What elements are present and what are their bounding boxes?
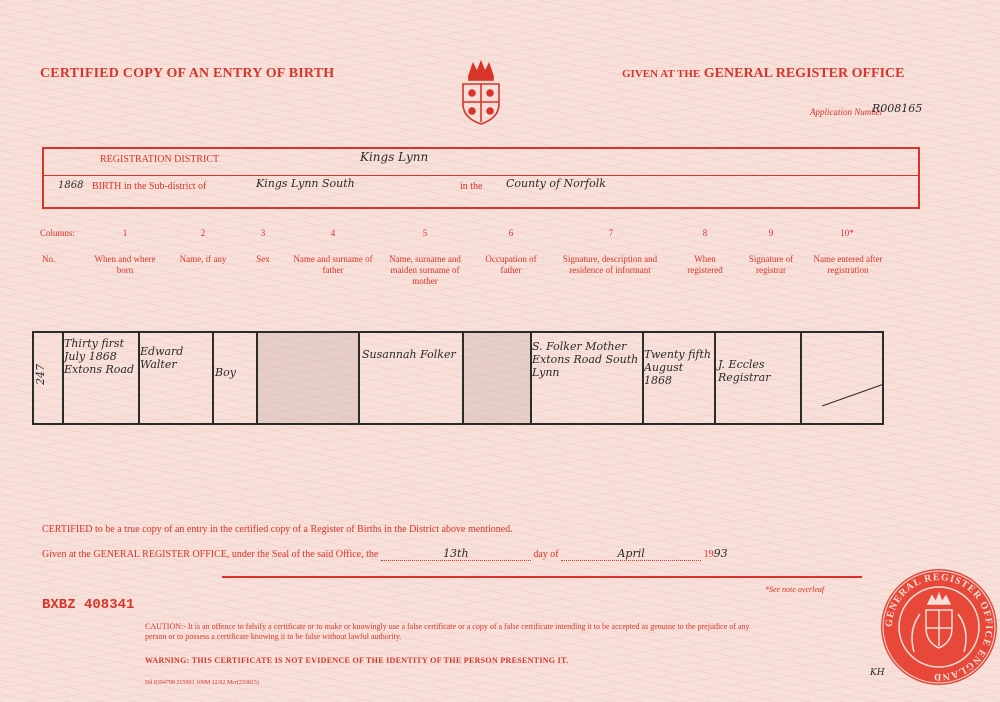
entry-sex: Boy xyxy=(215,366,236,379)
warning-text: WARNING: THIS CERTIFICATE IS NOT EVIDENCE OF THE IDENTITY OF THE PERSON PRESENTING IT. xyxy=(145,656,569,665)
father-cell xyxy=(256,333,358,423)
entry-name: Edward Walter xyxy=(140,345,184,371)
county-value: County of Norfolk xyxy=(506,177,606,190)
registration-district-label: REGISTRATION DISTRICT xyxy=(100,154,220,165)
application-number-value: R008165 xyxy=(872,102,923,115)
no-column-header: No. xyxy=(42,254,56,264)
given-text: Given at the GENERAL REGISTER OFFICE, under the Seal of the said Office, the xyxy=(42,549,379,560)
column-3-header: Sex xyxy=(256,254,270,264)
column-1-header: When and where born xyxy=(94,254,156,275)
entry-registrar: J. Eccles Registrar xyxy=(718,358,771,384)
royal-crest-icon xyxy=(455,58,507,128)
subdistrict-value: Kings Lynn South xyxy=(256,177,355,190)
column-10-number: 10* xyxy=(840,228,854,238)
column-3-number: 3 xyxy=(260,228,266,238)
year-prefix: 19 xyxy=(703,549,714,560)
seal-lettering xyxy=(878,566,1000,688)
entry-when-where: Thirty first July 1868 Extons Road xyxy=(64,337,135,376)
entry-number: 247 xyxy=(34,364,47,385)
column-8-number: 8 xyxy=(702,228,708,238)
column-7-number: 7 xyxy=(608,228,614,238)
printer-code: Dd 8394798 215993 100M 12/92 Mcr(233815) xyxy=(145,680,259,686)
serial-number: BXBZ 408341 xyxy=(42,597,135,613)
svg-text:GENERAL REGISTER OFFICE ENGLAN xyxy=(884,572,994,682)
given-at-label: GIVEN AT THE xyxy=(622,68,701,80)
column-7-header: Signature, description and residence of informant xyxy=(562,254,658,275)
day-of-label: day of xyxy=(533,549,559,560)
column-9-number: 9 xyxy=(768,228,774,238)
occupation-cell xyxy=(462,333,530,423)
column-10-header: Name entered after registration xyxy=(813,254,883,275)
entry-when-registered: Twenty fifth August 1868 xyxy=(644,348,711,387)
columns-label: Columns: xyxy=(40,228,76,238)
seal-text-icon xyxy=(878,566,1000,688)
certification-day: 13th xyxy=(443,547,469,560)
certification-year: 93 xyxy=(713,547,728,560)
cell-divider xyxy=(714,333,716,423)
cell-divider xyxy=(358,333,360,423)
entry-mother: Susannah Folker xyxy=(362,348,456,361)
caution-text: CAUTION:- It is an offence to falsify a certificate or to make or knowingly use a false certificate or a copy of a false certificate intending it to be accepted as genuine to the prejudice of any person or to possess a certificate knowing it to be false without lawful authority. xyxy=(145,622,750,641)
in-the-label: in the xyxy=(460,181,483,192)
column-4-number: 4 xyxy=(330,228,336,238)
birth-year: 1868 xyxy=(58,180,84,191)
column-5-number: 5 xyxy=(422,228,428,238)
column-2-number: 2 xyxy=(200,228,206,238)
signature-rule xyxy=(222,576,862,578)
column-8-header: When registered xyxy=(687,254,723,275)
cell-divider xyxy=(212,333,214,423)
office-name: GENERAL REGISTER OFFICE xyxy=(703,66,905,81)
note-overleaf: *See note overleaf xyxy=(765,585,825,594)
column-1-number: 1 xyxy=(122,228,128,238)
column-6-number: 6 xyxy=(508,228,514,238)
district-divider xyxy=(44,175,918,176)
certificate-title: CERTIFIED COPY OF AN ENTRY OF BIRTH xyxy=(40,66,335,81)
column-4-header: Name and surname of father xyxy=(293,254,373,275)
column-6-header: Occupation of father xyxy=(485,254,537,275)
subdistrict-label: BIRTH in the Sub-district of xyxy=(92,181,207,192)
clerk-initials: KH xyxy=(870,668,885,678)
registration-district-value: Kings Lynn xyxy=(360,150,429,164)
given-statement xyxy=(42,547,728,561)
entry-informant: S. Folker Mother Extons Road South Lynn xyxy=(532,340,639,379)
certified-statement: CERTIFIED to be a true copy of an entry in the certified copy of a Register of Births in the District above mentioned. xyxy=(42,524,513,535)
application-number-label: Application Number xyxy=(810,107,884,117)
seal-text: GENERAL REGISTER OFFICE ENGLAND xyxy=(883,571,995,683)
column-2-header: Name, if any xyxy=(179,254,227,264)
column-9-header: Signature of registrar xyxy=(748,254,794,275)
cell-divider xyxy=(800,333,802,423)
certification-month: April xyxy=(617,547,645,560)
column-5-header: Name, surname and maiden surname of mother xyxy=(389,254,461,286)
strike-line xyxy=(820,380,886,410)
office-title xyxy=(622,66,904,82)
